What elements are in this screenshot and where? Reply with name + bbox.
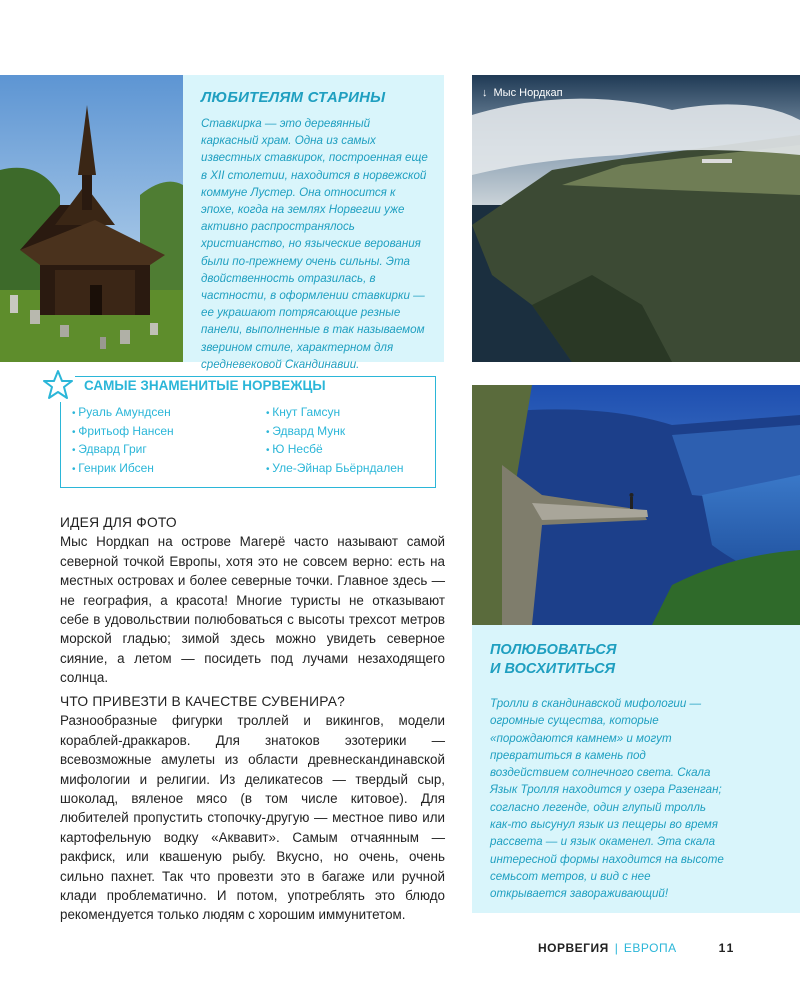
list-item: • Руаль Амундсен [72,404,174,423]
footer-country: НОРВЕГИЯ [538,941,609,955]
page-number: 11 [718,941,736,955]
souvenir-heading: ЧТО ПРИВЕЗТИ В КАЧЕСТВЕ СУВЕНИРА? [60,694,345,709]
arrow-down-icon: ↓ [482,87,488,99]
list-item: • Ю Несбё [266,441,404,460]
photo-idea-text: Мыс Нордкап на острове Магерё часто называют самой северной точкой Европы, хотя это не совсем верно: есть на местных островах и более северные точки. Главное здесь — не география, а красота! Многие туристы не отказывают себе в удовольствии полюбоваться с высоты трехсот метров морской гладью; зимой здесь можно увидеть северное сияние, а летом — посидеть под лучами незаходящего солнца. [60,534,445,686]
photo-idea-section [60,513,445,688]
souvenir-section [60,692,445,925]
list-item: • Эдвард Григ [72,441,174,460]
souvenir-text: Разнообразные фигурки троллей и викингов, модели кораблей-драккаров. Для знатоков эзотерики — всевозможные амулеты из области древнескандинавской мифологии и религии. Из деликатесов — твердый сыр, шоколад, вяленое мясо (в том числе китовое). Для любителей пропустить стопочку-другую — местное пиво или картофельную водку «Аквавит». Самым отчаянным — ракфиск, или квашеную рыбу. Вкусно, но очень, очень сильно пахнет. Так что провезти это в багаже или ручной клади проблематично. И потом, употреблять это блюдо рекомендуется только людям с хорошим иммунитетом. [60,713,445,923]
troll-title-line1: ПОЛЮБОВАТЬСЯ [490,642,617,658]
troll-box-title [490,641,780,679]
famous-list-col1 [72,404,174,478]
church-box-text: Ставкирка — это деревянный каркасный храм. Одна из самых известных ставкирок, построенная еще в XII столетии, находится в норвежской коммуне Лустер. Она относится к эпохе, когда на землях Норвегии уже активно распространялось христианство, но языческие верования были по-прежнему очень сильны. Эта двойственность отразилась, в частности, в оформлении ставкирки — ее украшают потрясающие резные панели, выполненные в так называемом зверином стиле, характерном для средневековой Скандинавии. [201,117,428,371]
trolltunga-photo [472,385,800,625]
list-item: • Эдвард Мунк [266,423,404,442]
troll-title-line2: И ВОСХИТИТЬСЯ [490,661,616,677]
church-box-title: ЛЮБИТЕЛЯМ СТАРИНЫ [201,89,386,106]
photo-idea-heading: ИДЕЯ ДЛЯ ФОТО [60,515,177,530]
trolltunga-info-box [472,625,800,913]
list-item: • Генрик Ибсен [72,460,174,479]
famous-list-col2 [266,404,404,478]
star-icon [41,368,75,402]
nordkapp-photo [472,75,800,362]
list-item: • Кнут Гамсун [266,404,404,423]
cape-caption-text: Мыс Нордкап [493,87,563,99]
troll-box-text: Тролли в скандинавской мифологии — огромные существа, которые «порождаются камнем» и могут превратиться в камень под воздействием солнечного света. Скала Язык Тролля находится у озера Разенган; согласно легенде, один глупый тролль как-то высунул язык из пещеры во время рассвета — и язык окаменел. Эта скала интересной формы находится на высоте семьсот метров, и вид с нее открывается завораживающий! [490,697,724,901]
footer-region: ЕВРОПА [623,941,677,955]
list-item: • Фритьоф Нансен [72,423,174,442]
stave-church-photo [0,75,183,362]
footer-separator: | [614,941,618,955]
famous-title: САМЫЕ ЗНАМЕНИТЫЕ НОРВЕЖЦЫ [84,378,332,393]
list-item: • Уле-Эйнар Бьёрндален [266,460,404,479]
page-footer [538,941,735,955]
church-info-box [183,75,444,371]
